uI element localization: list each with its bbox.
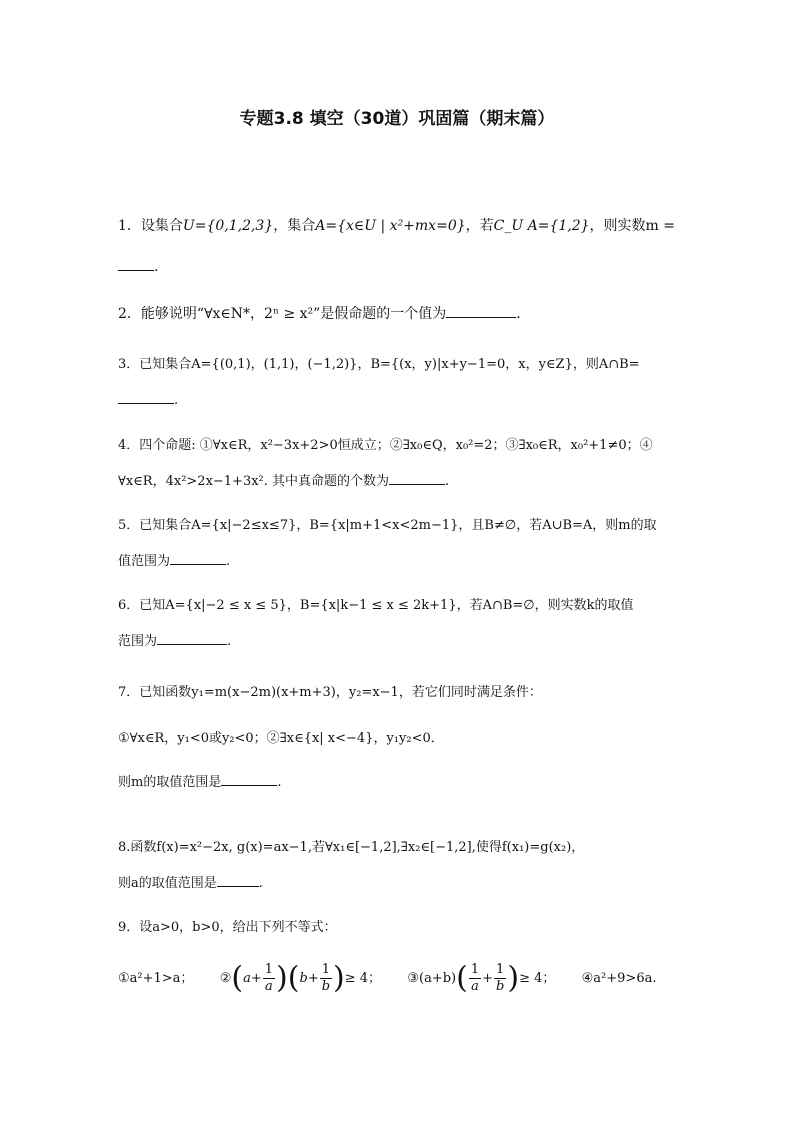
problem-3-tail: . — [174, 393, 179, 408]
answer-blank-1[interactable] — [118, 256, 154, 271]
problem-1-text-a: 设集合 — [140, 218, 183, 234]
problem-8-tail: . — [258, 876, 263, 891]
problem-5-line-1: 5．已知集合A={x|−2≤x≤7}，B={x|m+1<x<2m−1}，且B≠∅，若A∪B=A，则m的取 — [118, 518, 657, 533]
problem-2-text-b: 值为 — [418, 306, 447, 322]
problem-5-text: 值范围为 — [118, 554, 171, 569]
problem-9-line-1: 9．设a>0，b>0，给出下列不等式： — [118, 920, 337, 935]
problem-2-text-a: 能够说明“∀x∈N*，2ⁿ ≥ x²”是假命题的一个 — [140, 306, 419, 322]
plus-sign: + — [482, 971, 494, 986]
problem-5 — [118, 516, 698, 572]
answer-blank-3[interactable] — [118, 389, 174, 404]
problem-1-tail: . — [154, 259, 159, 275]
page-title: 专题3.8 填空（30道）巩固篇（期末篇） — [239, 109, 555, 129]
problem-8-line-2 — [118, 872, 698, 894]
problem-7-text: 则m的取值范围是 — [118, 775, 222, 790]
problem-1-number: 1． — [118, 218, 141, 234]
problem-9-line-2 — [118, 962, 698, 995]
inequality-3-label: ③(a+b) — [407, 971, 457, 986]
inequality-3-rhs: ≥ 4； — [519, 971, 556, 986]
fraction-numerator: 1 — [494, 962, 506, 979]
problem-1-line-1 — [118, 216, 698, 236]
problem-1 — [118, 216, 698, 277]
inequality-2-label: ② — [219, 971, 232, 986]
answer-blank-8[interactable] — [217, 872, 259, 887]
problem-6-line-2 — [118, 630, 698, 652]
fraction-1-over-b — [320, 962, 332, 995]
inequality-2: ②(a+ $\frac{1}{a}$ )(b+ $\frac{1}{b}$ )≥ 4； — [219, 960, 382, 996]
problem-6 — [118, 596, 698, 652]
problem-3-line-1: 3．已知集合A={(0,1)，(1,1)，(−1,2)}，B={(x，y)|x+y−1=0，x，y∈Z}，则A∩B= — [118, 357, 640, 372]
plus-sign: + — [307, 971, 319, 986]
problem-7-line-1: 7．已知函数y₁=m(x−2m)(x+m+3)，y₂=x−1，若它们同时满足条件： — [118, 685, 542, 700]
var-b: b — [299, 971, 308, 986]
answer-blank-6[interactable] — [157, 630, 227, 645]
problem-7-line-3 — [118, 771, 698, 793]
problem-1-set-a: A={x∈U | x²+mx=0} — [315, 218, 466, 234]
inequality-1: ①a²+1>a； — [118, 971, 194, 986]
problem-1-text-c: ，若 — [465, 218, 494, 234]
problem-6-text: 范围为 — [118, 634, 158, 649]
problem-5-tail: . — [226, 554, 231, 569]
fraction-numerator: 1 — [320, 962, 332, 979]
fraction-numerator: 1 — [264, 962, 274, 977]
problem-4-text: ∀x∈R，4x²>2x−1+3x². 其中真命题的个数为 — [118, 474, 390, 489]
problem-2-line-1 — [118, 303, 698, 324]
problem-8-text: 则a的取值范围是 — [118, 876, 217, 891]
problem-2-number: 2． — [118, 306, 141, 322]
problem-1-line-2 — [118, 256, 698, 277]
problem-4-line-2 — [118, 470, 698, 492]
inequality-4: ④a²+9>6a. — [581, 971, 657, 986]
problem-3 — [118, 355, 698, 411]
problem-1-text-d: ，则实数m = — [589, 218, 675, 234]
problem-7-line-2: ①∀x∈R，y₁<0或y₂<0；②∃x∈{x| x<−4}，y₁y₂<0． — [118, 731, 444, 746]
fraction-numerator: 1 — [470, 962, 480, 977]
problem-1-text-b: ，集合 — [273, 218, 316, 234]
problem-7-tail: . — [277, 775, 282, 790]
problem-9 — [118, 918, 698, 995]
problem-2-tail: . — [516, 306, 521, 322]
problem-4 — [118, 436, 698, 492]
problem-4-tail: . — [445, 474, 450, 489]
problem-2 — [118, 303, 698, 324]
inequality-3: ③(a+b)( $\frac{1}{a}$ + $\frac{1}{b}$ )≥ 4； — [407, 960, 556, 996]
inequality-2-rhs: ≥ 4； — [344, 971, 382, 986]
problem-6-tail: . — [227, 634, 232, 649]
problem-1-set-u: U={0,1,2,3} — [182, 218, 274, 234]
problem-8 — [118, 838, 698, 894]
plus-sign: + — [250, 971, 262, 986]
fraction-1-over-a — [469, 962, 481, 995]
fraction-denominator: b — [496, 979, 505, 994]
var-a: a — [243, 971, 251, 986]
problem-8-line-1: 8.函数f(x)=x²−2x, g(x)=ax−1,若∀x₁∈[−1,2],∃x₂∈[−1,2],使得f(x₁)=g(x₂)， — [118, 840, 585, 855]
fraction-denominator: a — [471, 979, 479, 994]
problem-5-line-2 — [118, 550, 698, 572]
fraction-1-over-a — [263, 962, 275, 995]
answer-blank-5[interactable] — [170, 550, 226, 565]
answer-blank-2[interactable] — [446, 303, 516, 318]
fraction-denominator: b — [321, 979, 331, 994]
problem-3-line-2 — [118, 389, 698, 411]
answer-blank-7[interactable] — [221, 771, 277, 786]
answer-blank-4[interactable] — [389, 470, 445, 485]
fraction-denominator: a — [265, 979, 273, 994]
fraction-1-over-b — [494, 962, 506, 995]
problem-6-line-1: 6．已知A={x|−2 ≤ x ≤ 5}，B={x|k−1 ≤ x ≤ 2k+1}，若A∩B=∅，则实数k的取值 — [118, 598, 634, 613]
problem-4-line-1: 4．四个命题: ①∀x∈R，x²−3x+2>0恒成立；②∃x₀∈Q，x₀²=2；③∃x₀∈R，x₀²+1≠0；④ — [118, 438, 653, 453]
problem-7 — [118, 683, 698, 793]
problem-1-complement: C_U A={1,2} — [493, 218, 590, 234]
